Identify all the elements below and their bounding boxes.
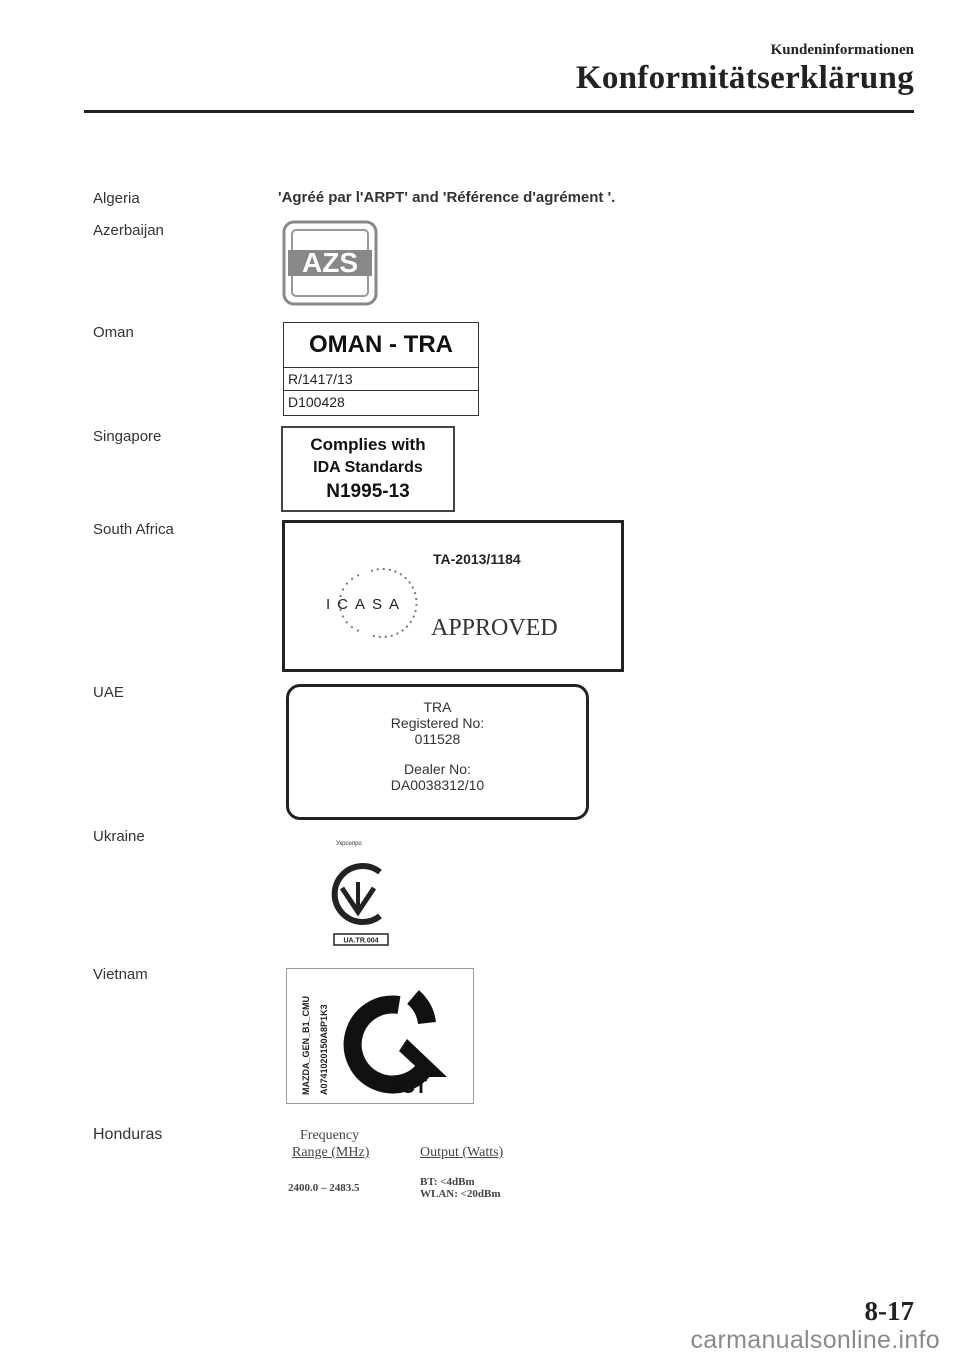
oman-number-2: D100428 [288, 394, 345, 410]
icasa-logo-text: ICASA [325, 596, 407, 613]
honduras-col2-value-2: WLAN: <20dBm [420, 1188, 501, 1200]
country-label-south-africa: South Africa [93, 521, 174, 538]
country-label-algeria: Algeria [93, 190, 140, 207]
section-label: Kundeninformationen [770, 42, 914, 58]
azs-logo [282, 220, 378, 306]
oman-heading: OMAN - TRA [284, 323, 478, 368]
icasa-approval-label [282, 520, 624, 672]
oman-number-1: R/1417/13 [284, 368, 478, 391]
country-label-uae: UAE [93, 684, 124, 701]
vietnam-ict-text: ICT [394, 1076, 428, 1098]
honduras-col1-value: 2400.0 – 2483.5 [288, 1182, 360, 1194]
vietnam-vertical-text-1: MAZDA_GEN_B1_CMU [301, 995, 311, 1095]
ukrsepro-top-label: Укрсепро [336, 841, 362, 847]
icasa-status: APPROVED [431, 615, 558, 641]
honduras-col2-value-1: BT: <4dBm [420, 1176, 475, 1188]
uae-line-2: Registered No: [390, 715, 485, 731]
uae-line-5: DA0038312/10 [390, 777, 485, 793]
icasa-logo [311, 563, 421, 643]
azs-logo-text: AZS [302, 247, 358, 278]
vietnam-vertical-text-2: A0741020150A8P1K3 [319, 1004, 329, 1095]
country-label-oman: Oman [93, 324, 134, 341]
page-title: Konformitätserklärung [575, 60, 914, 96]
honduras-col1-header-2: Range (MHz) [292, 1145, 370, 1160]
uae-line-4: Dealer No: [404, 761, 471, 777]
uae-line-1: TRA [423, 699, 452, 715]
country-label-honduras: Honduras [93, 1126, 163, 1143]
honduras-col1-header-1: Frequency [300, 1128, 360, 1143]
ida-line-2: IDA Standards [313, 459, 423, 476]
ida-line-3: N1995-13 [326, 481, 410, 502]
ida-line-1: Complies with [310, 435, 426, 454]
ida-compliance-label [281, 426, 455, 512]
oman-tra-label [283, 322, 479, 416]
page-number: 8-17 [864, 1296, 914, 1326]
header-divider [84, 110, 914, 113]
ukrsepro-mark-icon [318, 840, 398, 950]
country-label-ukraine: Ukraine [93, 828, 145, 845]
country-label-vietnam: Vietnam [93, 966, 148, 983]
watermark: carmanualsonline.info [690, 1326, 940, 1354]
country-label-azerbaijan: Azerbaijan [93, 222, 164, 239]
ukrsepro-code: UA.TR.004 [343, 937, 379, 945]
country-label-singapore: Singapore [93, 428, 162, 445]
icasa-code: TA-2013/1184 [433, 551, 521, 567]
vietnam-ict-label [286, 968, 474, 1104]
algeria-approval-text: 'Agréé par l'ARPT' and 'Référence d'agrément '. [278, 189, 616, 206]
uae-line-3: 011528 [414, 731, 461, 747]
uae-tra-label [286, 684, 589, 820]
vietnam-ict-graphic [287, 969, 473, 1103]
honduras-col2-header: Output (Watts) [420, 1145, 504, 1160]
